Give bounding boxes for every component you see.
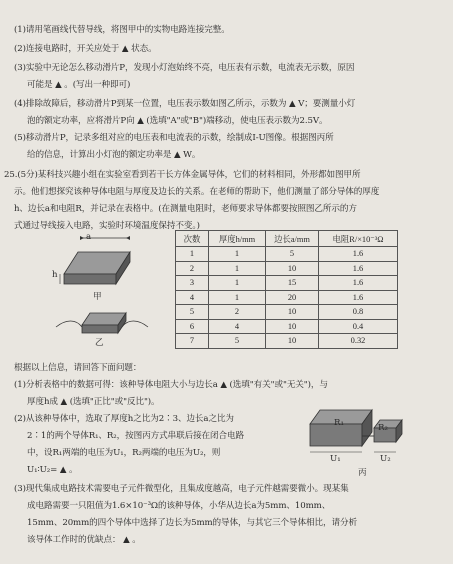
q25-part2-line3: 中，设R₁两端的电压为U₁，R₂两端的电压为U₂，则 <box>27 448 221 458</box>
q25-part3-line4: 该导体工作时的优缺点： ▲ 。 <box>27 535 141 545</box>
label-u2: U₂ <box>380 454 391 464</box>
q25-stem-line2: 示。他们想探究该种导体电阻与厚度及边长的关系。在老师的帮助下，他们测量了部分导体的厚度 <box>14 187 380 197</box>
q25-stem-line4: 式通过导线接入电路，实验时环境温度保持不变。) <box>14 221 200 231</box>
label-jia: 甲 <box>93 292 102 302</box>
q24-part5-line1: (5)移动滑片P，记录多组对应的电压表和电流表的示数，绘制成I-U图像。根据图丙所 <box>14 133 334 143</box>
col-resistance: 电阻R/×10⁻³Ω <box>319 231 398 247</box>
resistance-table <box>175 230 398 349</box>
q25-stem-line3: h、边长a和电阻R，并记录在表格中。(在测量电阻时，老师要求导体都要按照图乙所示的方 <box>14 204 357 214</box>
table-row: 4 1 20 1.6 <box>176 290 398 305</box>
col-thickness: 厚度h/mm <box>209 231 266 247</box>
q25-part1-line2: 厚度h成 ▲ (选填"正比"或"反比")。 <box>27 397 160 407</box>
q25-part3-line3: 15mm、20mm的四个导体中选择了边长为5mm的导体，与其它三个导体相比，请分析 <box>27 518 357 528</box>
table-row: 2 1 10 1.6 <box>176 261 398 276</box>
table-row: 5 2 10 0.8 <box>176 305 398 320</box>
label-bing: 丙 <box>358 468 367 478</box>
q24-part3-line2: 可能是 ▲ 。(写出一种即可) <box>27 80 131 90</box>
q25-stem-line1: 25.(5分)某科技兴趣小组在实验室看到若干长方体金属导体，它们的材料相同，外形都如图甲所 <box>4 170 361 180</box>
q25-part2-line1: (2)从该种导体中，选取了厚度h之比为2∶3、边长a之比为 <box>14 414 234 424</box>
label-u1: U₁ <box>330 454 341 464</box>
q24-part2: (2)连接电路时，开关应处于 ▲ 状态。 <box>14 44 157 54</box>
q24-part5-line2: 给的信息，计算出小灯泡的额定功率是 ▲ W。 <box>27 150 201 160</box>
q25-part3-line1: (3)现代集成电路技术需要电子元件微型化，且集成度越高，电子元件越需要微小。现某集 <box>14 484 349 494</box>
q24-part1: (1)请用笔画线代替导线，将图甲中的实物电路连接完整。 <box>14 25 230 35</box>
col-trial: 次数 <box>176 231 209 247</box>
q25-part2-line4: U₁∶U₂= ▲ 。 <box>27 465 78 475</box>
q24-part4-line2: 泡的额定功率，应将滑片P向 ▲ (选填"A"或"B")端移动，使电压表示数为2.5V。 <box>27 116 328 126</box>
q25-part3-line2: 成电路需要一只阻值为1.6×10⁻³Ω的该种导体，小华从边长a为5mm、10mm、 <box>27 501 331 511</box>
label-r1: R₁ <box>334 418 344 428</box>
col-side: 边长a/mm <box>266 231 319 247</box>
label-a: a <box>86 232 92 242</box>
table-row: 1 1 5 1.6 <box>176 247 398 262</box>
q25-part2-line2: 2∶1的两个导体R₁、R₂，按图丙方式串联后接在闭合电路 <box>27 431 245 441</box>
table-row: 7 5 10 0.32 <box>176 334 398 349</box>
label-h: h <box>52 270 58 280</box>
series-conductors-figure-bing <box>300 404 420 474</box>
answer-intro: 根据以上信息，请回答下面问题： <box>14 363 142 373</box>
label-r2: R₂ <box>378 423 388 433</box>
table-row: 3 1 15 1.6 <box>176 276 398 291</box>
table-row: 6 4 10 0.4 <box>176 319 398 334</box>
q24-part4-line1: (4)排除故障后，移动滑片P到某一位置，电压表示数如图乙所示，示数为 ▲ V；要测量小灯 <box>14 99 356 109</box>
label-yi: 乙 <box>95 338 104 348</box>
table-header-row <box>176 231 398 247</box>
q24-part3-line1: (3)实验中无论怎么移动滑片P，发现小灯泡始终不亮，电压表有示数，电流表无示数，原因 <box>14 63 355 73</box>
q25-part1-line1: (1)分析表格中的数据可得：该种导体电阻大小与边长a ▲ (选填"有关"或"无关")，与 <box>14 380 328 390</box>
